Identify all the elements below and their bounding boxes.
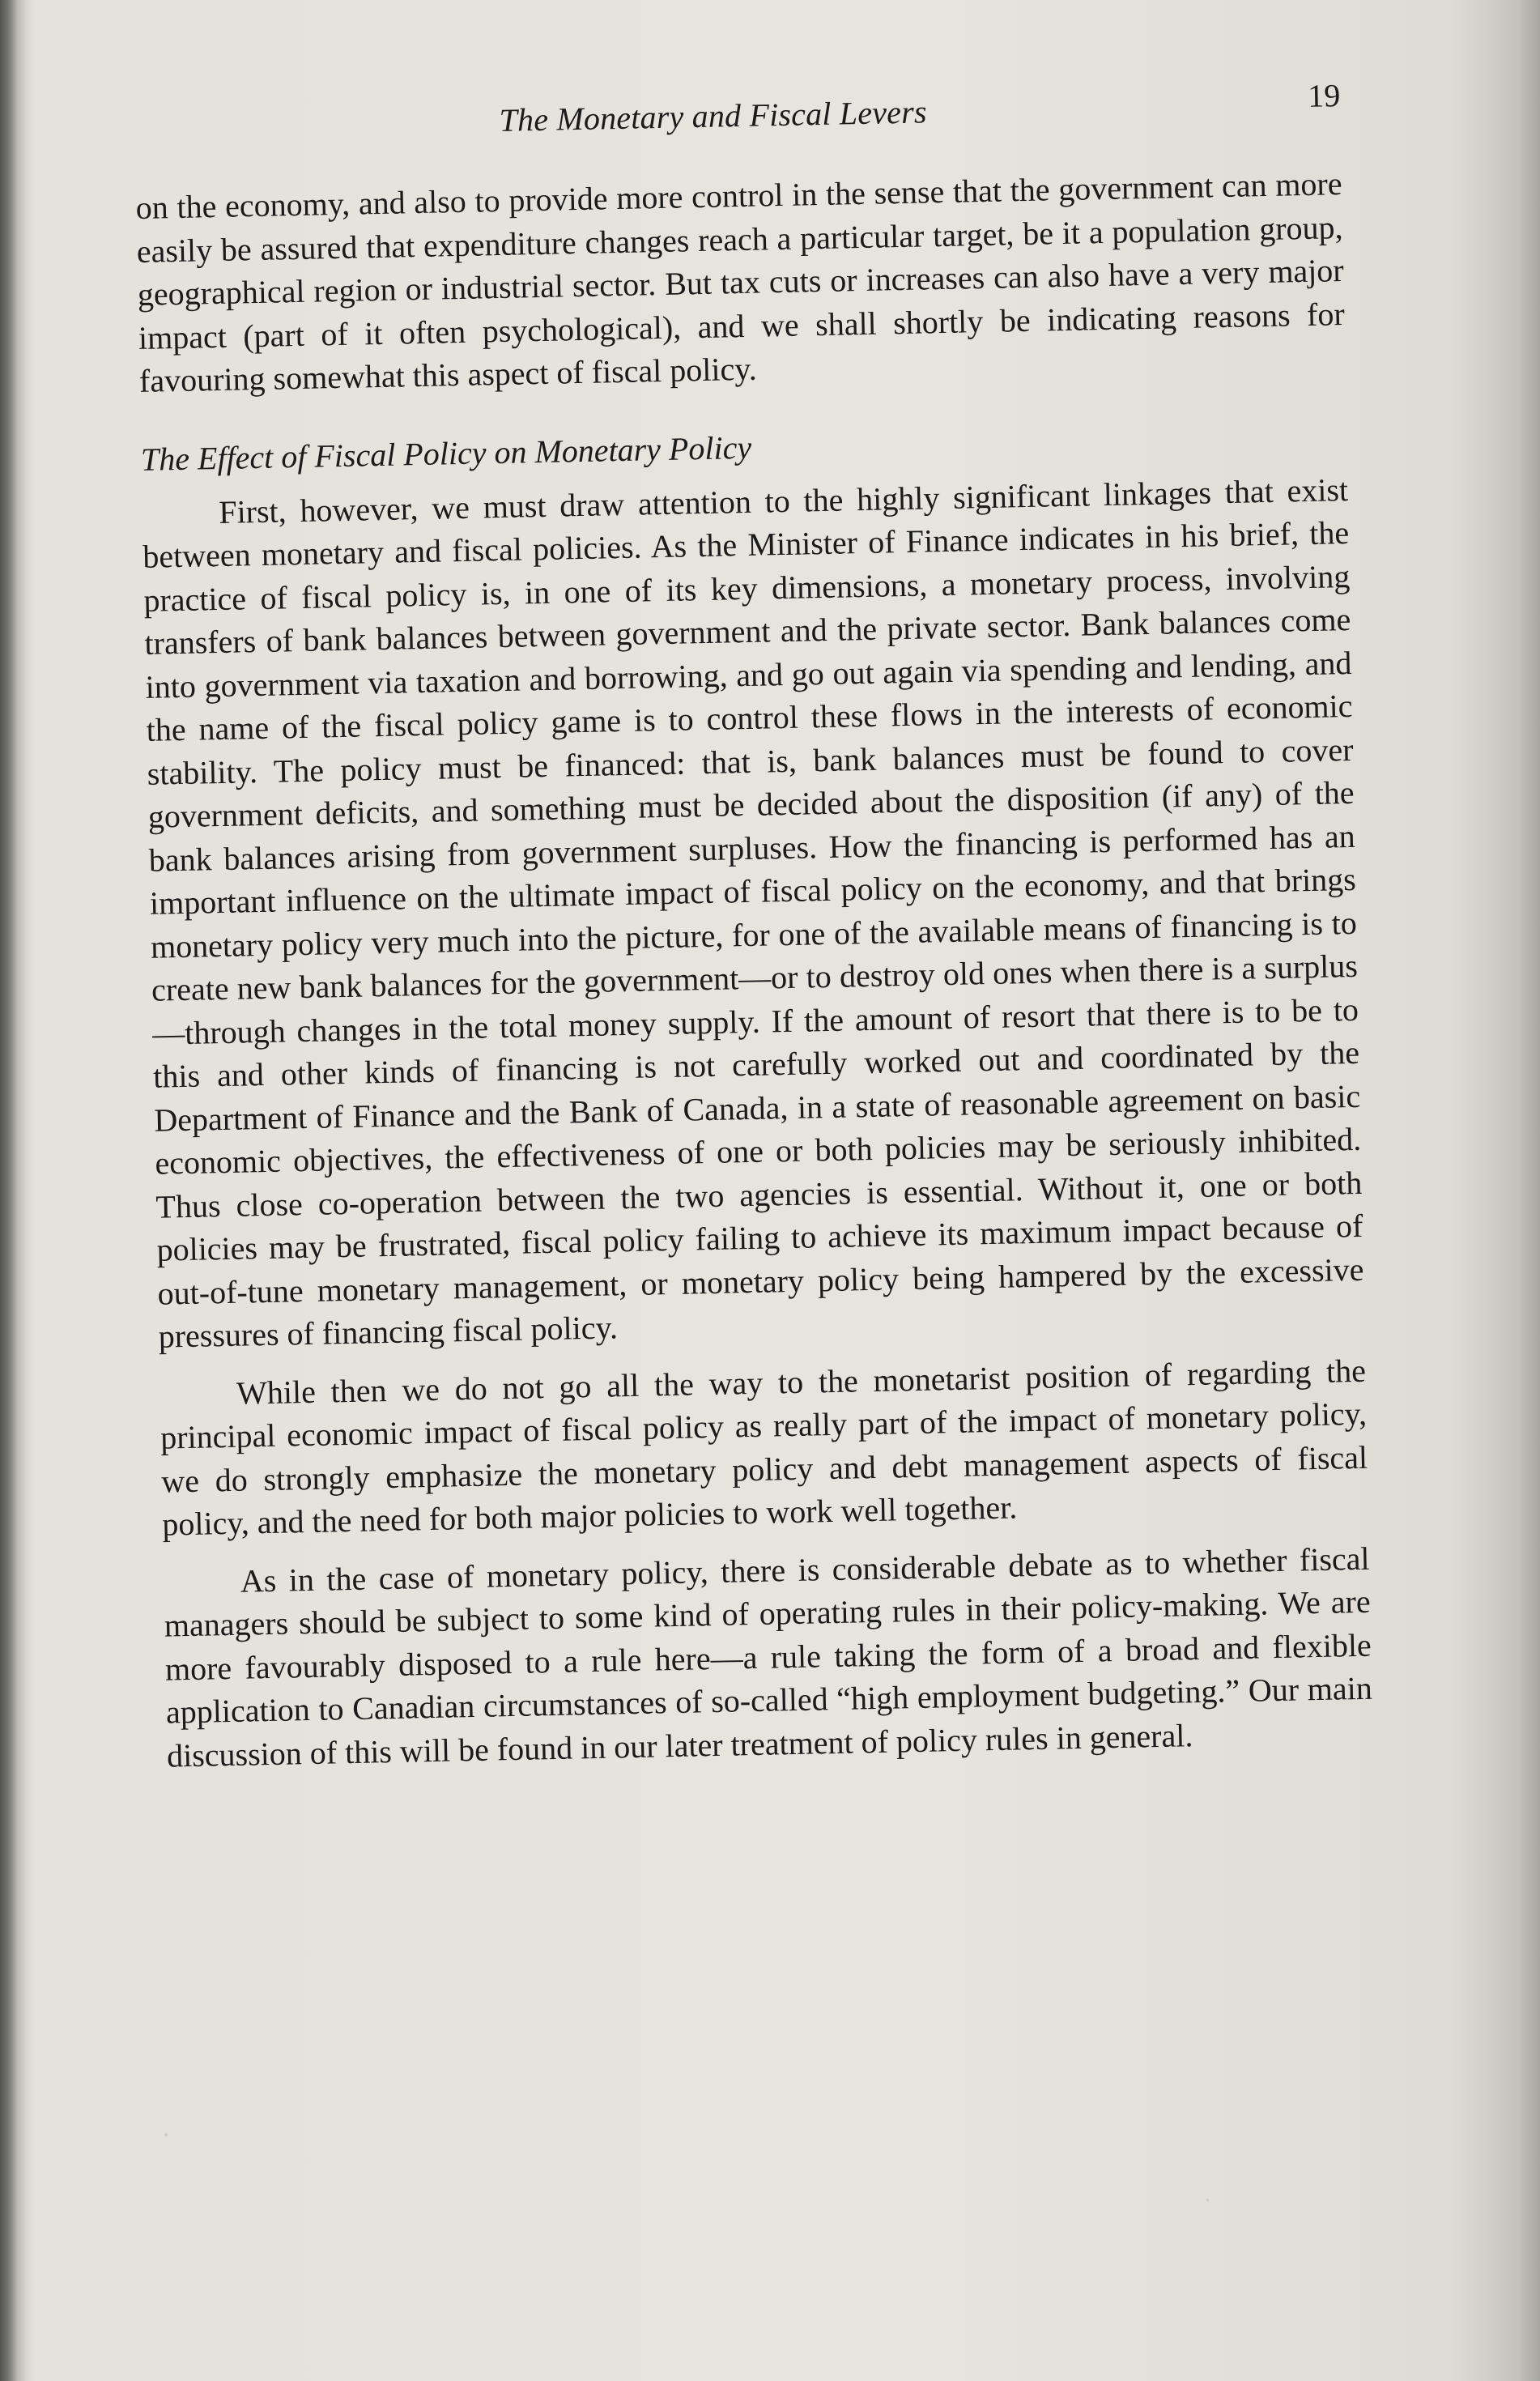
running-head (134, 73, 1342, 170)
paragraph-monetarist-position: While then we do not go all the way to the monetarist position of regarding the principal economic impact of fiscal policy as really part of the impact of monetary policy, we do strongly emphasize the monetary policy and debt management aspects of fiscal policy, and the need for both major policies to work well together. (160, 1352, 1368, 1543)
paragraph-linkages: First, however, we must draw attention to the highly significant linkages that exist between monetary and fiscal policies. As the Minister of Finance indicates in his brief, the practice of fiscal policy is, in one of its key dimensions, a monetary process, involving transfers of bank balances between government and the private sector. Bank balances come into government via taxation and borrowing, and go out again via spending and lending, and the name of the fiscal policy game is to control these flows in the interests of economic stability. The policy must be financed: that is, bank balances must be found to cover government deficits, and something must be decided about the disposition (if any) of the bank balances arising from government surpluses. How the financing is performed has an important influence on the ultimate impact of fiscal policy on the economy, and that brings monetary policy very much into the picture, for one of the available means of financing is to create new bank balances for the government—or to destroy old ones when there is a surplus—through changes in the total money supply. If the amount of resort that there is to be to this and other kinds of financing is not carefully worked out and coordinated by the Department of Finance and the Bank of Canada, in a state of reasonable agreement on basic economic objectives, the effectiveness of one or both policies may be seriously inhibited. Thus close co-operation between the two agencies is essential. Without it, one or both policies may be frustrated, fiscal policy failing to achieve its maximum impact because of out-of-tune monetary management, or monetary policy being hampered by the excessive pressures of financing fiscal policy. (142, 471, 1364, 1355)
page-number: 19 (1307, 77, 1341, 114)
section-heading: The Effect of Fiscal Policy on Monetary Policy (140, 428, 752, 478)
paragraph-operating-rules: As in the case of monetary policy, there is considerable debate as to whether fiscal managers should be subject to some kind of operating rules in their policy-making. We are more favourably disposed to a rule here—a rule taking the form of a broad and flexible application to Canadian circumstances of so-called “high employment budgeting.” Our main discussion of this will be found in our later treatment of policy rules in general. (164, 1540, 1373, 1774)
page-edge-shadow (1519, 0, 1540, 2381)
scan-speck (1206, 2199, 1209, 2201)
scan-speck (164, 2133, 168, 2136)
binding-gutter-shadow (0, 0, 34, 2381)
running-title: The Monetary and Fiscal Levers (499, 93, 928, 138)
continuation-paragraph: on the economy, and also to provide more control in the sense that the government can more easily be assured that expenditure changes reach a particular target, be it a population group, geographical region or industrial sector. But tax cuts or increases can also have a very major impact (part of it often psychological), and we shall shortly be indicating reasons for favouring somewhat this aspect of fiscal policy. (135, 165, 1346, 399)
page-text-block (134, 73, 1384, 2283)
